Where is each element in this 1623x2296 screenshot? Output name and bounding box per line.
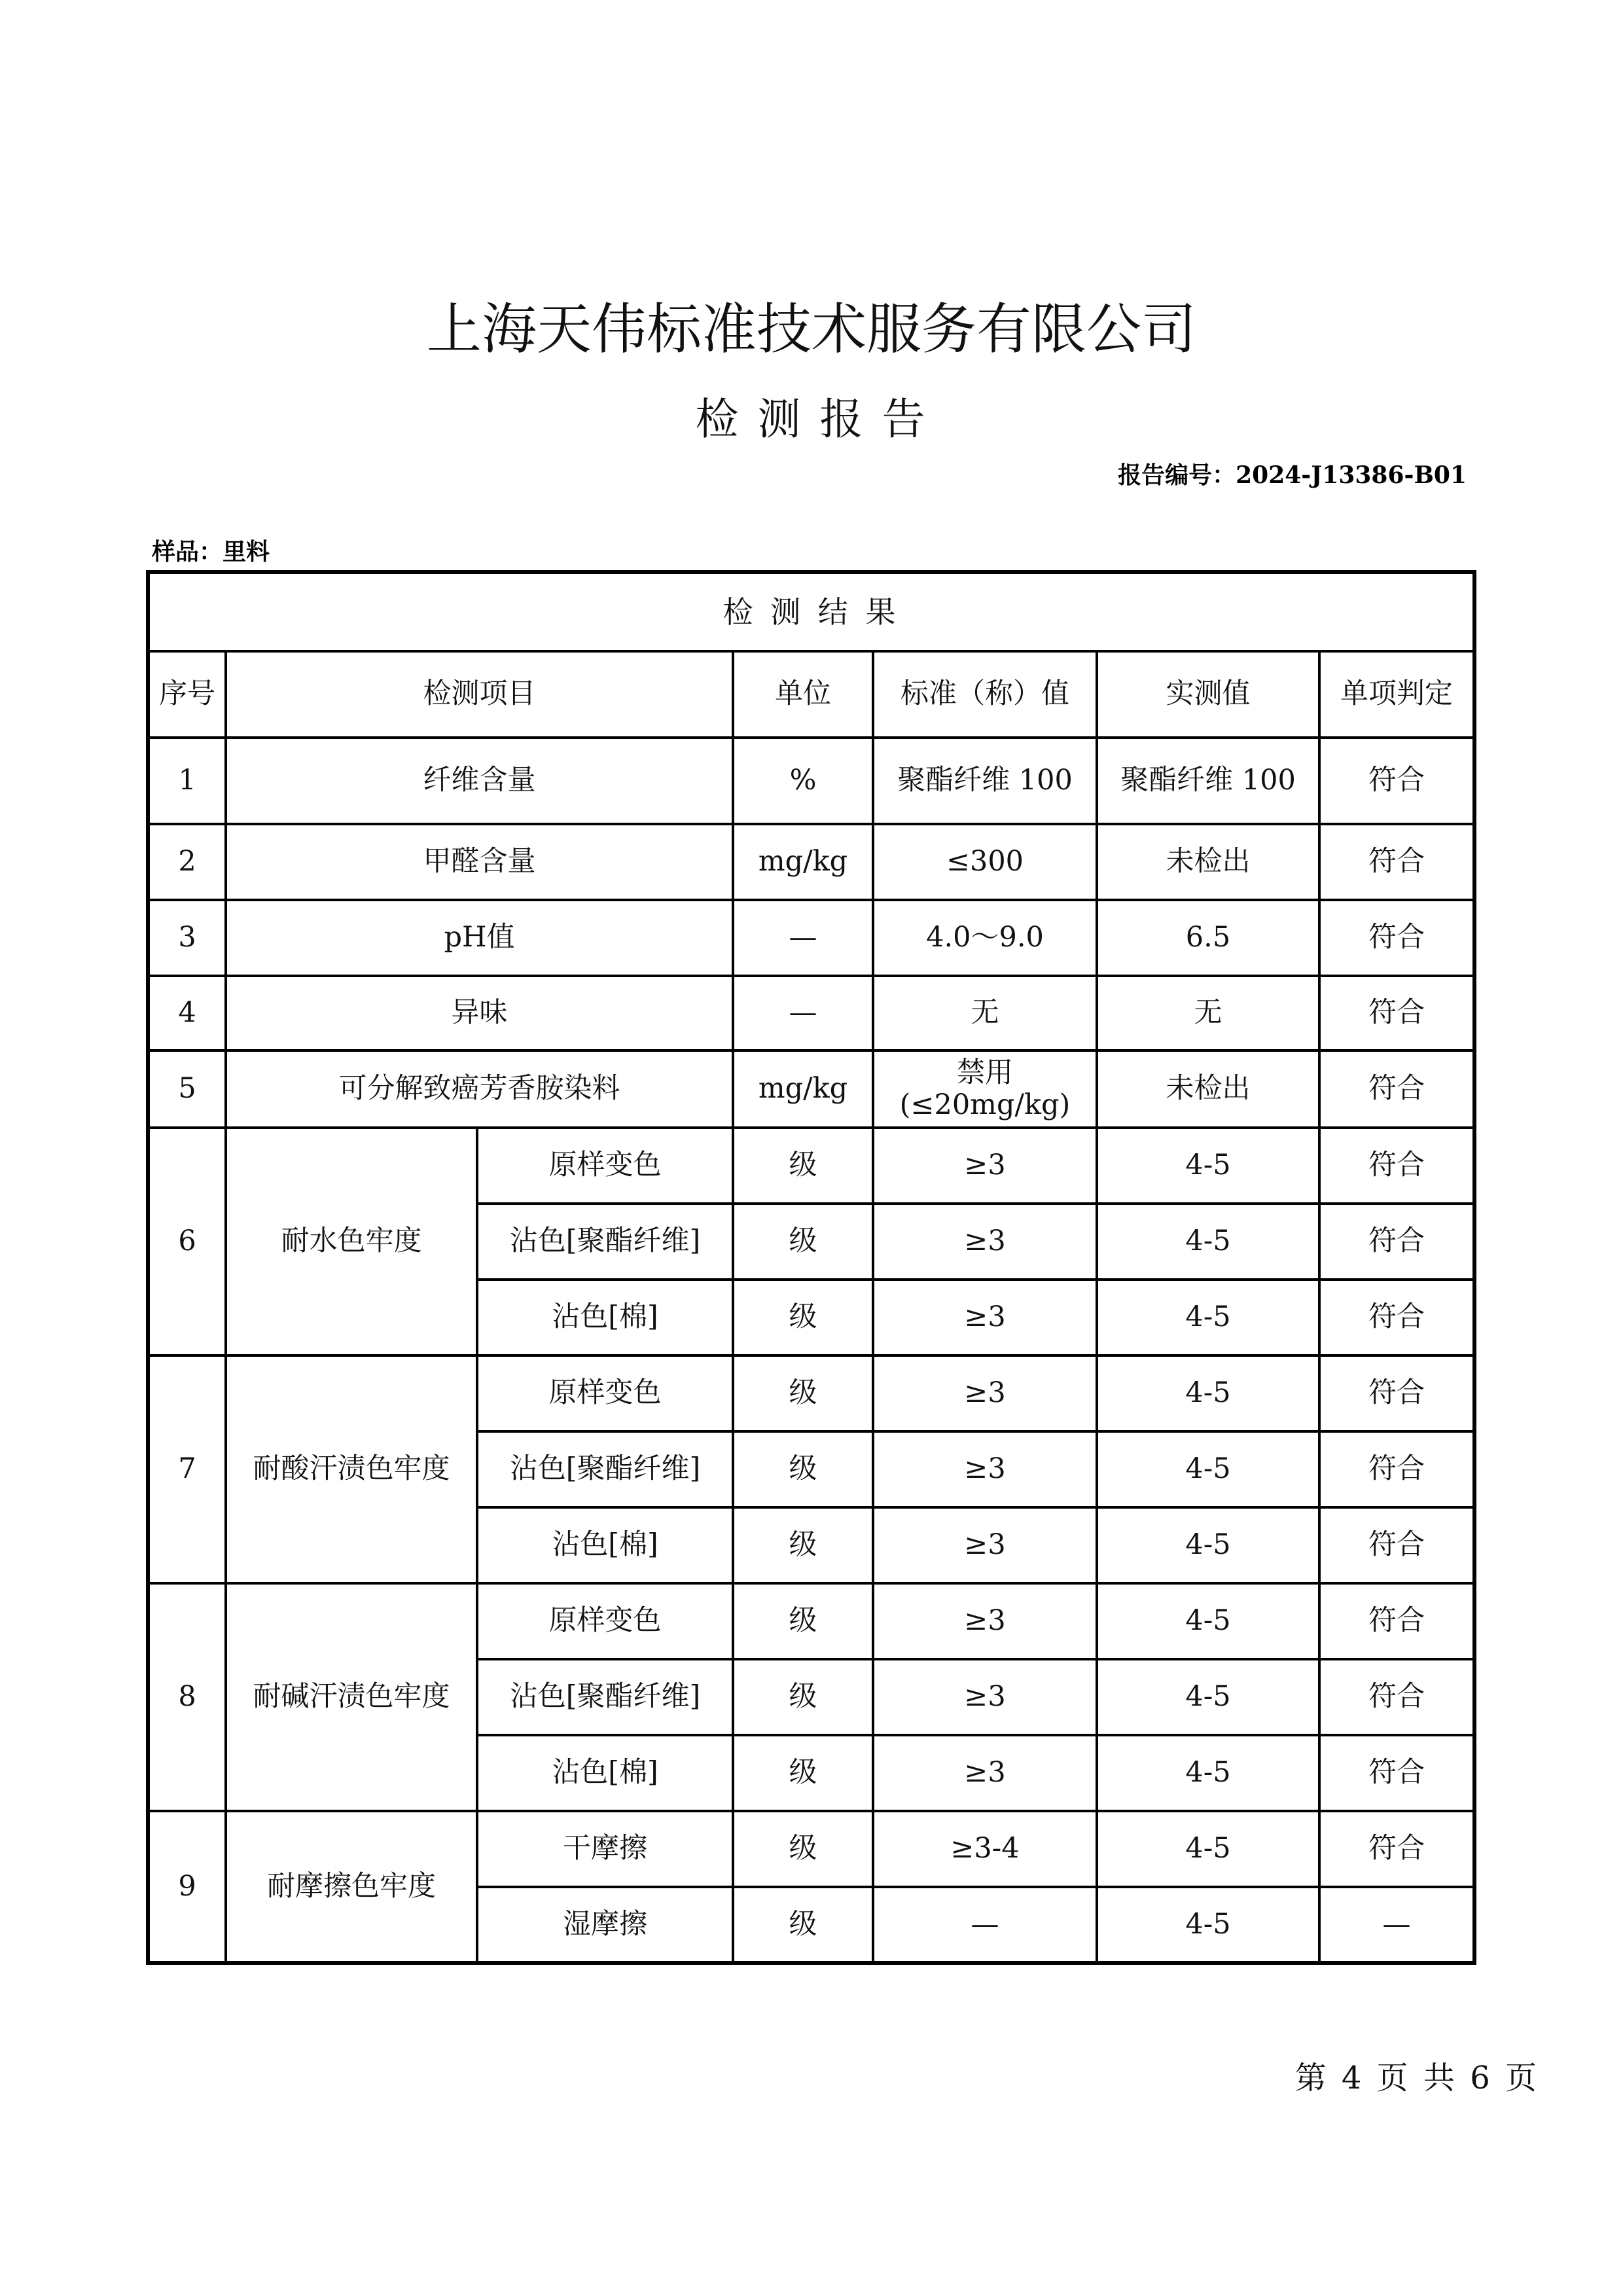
cell-subitem: 湿摩擦 xyxy=(477,1887,733,1963)
cell-no: 6 xyxy=(148,1128,226,1355)
cell-standard: ≥3 xyxy=(873,1128,1097,1204)
cell-standard: ≥3 xyxy=(873,1355,1097,1431)
cell-unit: 级 xyxy=(733,1204,873,1280)
header-measured: 实测值 xyxy=(1097,651,1319,738)
header-item: 检测项目 xyxy=(226,651,733,738)
cell-unit: 级 xyxy=(733,1507,873,1583)
cell-item: 耐水色牢度 xyxy=(226,1128,477,1355)
cell-verdict: 符合 xyxy=(1319,824,1474,900)
table-row xyxy=(148,824,1474,900)
cell-measured: 4-5 xyxy=(1097,1659,1319,1735)
header-unit: 单位 xyxy=(733,651,873,738)
cell-verdict: — xyxy=(1319,1887,1474,1963)
cell-standard: — xyxy=(873,1887,1097,1963)
cell-unit: % xyxy=(733,738,873,824)
cell-no: 9 xyxy=(148,1811,226,1963)
cell-subitem: 沾色[聚酯纤维] xyxy=(477,1659,733,1735)
table-body xyxy=(148,738,1474,1963)
cell-unit: 级 xyxy=(733,1280,873,1355)
cell-unit: 级 xyxy=(733,1355,873,1431)
cell-standard: ≤300 xyxy=(873,824,1097,900)
cell-verdict: 符合 xyxy=(1319,1735,1474,1811)
cell-unit: 级 xyxy=(733,1887,873,1963)
cell-verdict: 符合 xyxy=(1319,976,1474,1050)
page-indicator: 第 4 页 共 6 页 xyxy=(1294,2060,1539,2096)
table-row xyxy=(148,1583,1474,1659)
cell-standard: ≥3 xyxy=(873,1507,1097,1583)
report-title: 检 测 报 告 xyxy=(695,394,928,444)
cell-subitem: 沾色[棉] xyxy=(477,1280,733,1355)
cell-subitem: 沾色[聚酯纤维] xyxy=(477,1204,733,1280)
cell-measured: 4-5 xyxy=(1097,1583,1319,1659)
cell-standard: ≥3 xyxy=(873,1583,1097,1659)
cell-verdict: 符合 xyxy=(1319,738,1474,824)
cell-measured: 4-5 xyxy=(1097,1507,1319,1583)
cell-item: 耐碱汗渍色牢度 xyxy=(226,1583,477,1811)
company-name: 上海天伟标准技术服务有限公司 xyxy=(426,297,1196,361)
results-table xyxy=(146,570,1476,1965)
cell-item: 纤维含量 xyxy=(226,738,733,824)
table-caption-row xyxy=(148,572,1474,651)
cell-standard: 4.0～9.0 xyxy=(873,900,1097,976)
cell-subitem: 原样变色 xyxy=(477,1355,733,1431)
cell-standard: 禁用(≤20mg/kg) xyxy=(873,1050,1097,1128)
cell-standard: 聚酯纤维 100 xyxy=(873,738,1097,824)
table-header-row xyxy=(148,651,1474,738)
cell-no: 2 xyxy=(148,824,226,900)
cell-item: pH值 xyxy=(226,900,733,976)
table-row xyxy=(148,1128,1474,1204)
cell-unit: 级 xyxy=(733,1583,873,1659)
cell-measured: 4-5 xyxy=(1097,1431,1319,1507)
cell-measured: 4-5 xyxy=(1097,1735,1319,1811)
cell-unit: 级 xyxy=(733,1128,873,1204)
table-row xyxy=(148,1811,1474,1887)
cell-standard: 无 xyxy=(873,976,1097,1050)
cell-unit: 级 xyxy=(733,1431,873,1507)
cell-item: 耐摩擦色牢度 xyxy=(226,1811,477,1963)
cell-measured: 4-5 xyxy=(1097,1280,1319,1355)
cell-subitem: 干摩擦 xyxy=(477,1811,733,1887)
cell-measured: 4-5 xyxy=(1097,1128,1319,1204)
report-number: 报告编号：2024-J13386-B01 xyxy=(1118,461,1467,489)
cell-measured: 无 xyxy=(1097,976,1319,1050)
cell-measured: 4-5 xyxy=(1097,1887,1319,1963)
cell-subitem: 沾色[棉] xyxy=(477,1507,733,1583)
header-no: 序号 xyxy=(148,651,226,738)
cell-verdict: 符合 xyxy=(1319,1583,1474,1659)
cell-verdict: 符合 xyxy=(1319,1128,1474,1204)
table-row xyxy=(148,976,1474,1050)
cell-measured: 4-5 xyxy=(1097,1811,1319,1887)
cell-verdict: 符合 xyxy=(1319,1431,1474,1507)
cell-no: 7 xyxy=(148,1355,226,1583)
cell-measured: 未检出 xyxy=(1097,1050,1319,1128)
cell-no: 1 xyxy=(148,738,226,824)
cell-verdict: 符合 xyxy=(1319,1050,1474,1128)
cell-subitem: 原样变色 xyxy=(477,1128,733,1204)
cell-standard: ≥3-4 xyxy=(873,1811,1097,1887)
cell-measured: 4-5 xyxy=(1097,1355,1319,1431)
cell-verdict: 符合 xyxy=(1319,1204,1474,1280)
cell-no: 4 xyxy=(148,976,226,1050)
header-standard: 标准（称）值 xyxy=(873,651,1097,738)
sample-label: 样品：里料 xyxy=(152,538,270,565)
cell-subitem: 沾色[棉] xyxy=(477,1735,733,1811)
cell-item: 甲醛含量 xyxy=(226,824,733,900)
cell-verdict: 符合 xyxy=(1319,1280,1474,1355)
table-row xyxy=(148,738,1474,824)
cell-no: 5 xyxy=(148,1050,226,1128)
cell-no: 8 xyxy=(148,1583,226,1811)
cell-verdict: 符合 xyxy=(1319,900,1474,976)
cell-standard: ≥3 xyxy=(873,1659,1097,1735)
cell-standard: ≥3 xyxy=(873,1431,1097,1507)
cell-measured: 4-5 xyxy=(1097,1204,1319,1280)
table-caption: 检 测 结 果 xyxy=(148,572,1474,651)
cell-item: 可分解致癌芳香胺染料 xyxy=(226,1050,733,1128)
table-row xyxy=(148,1050,1474,1128)
cell-unit: 级 xyxy=(733,1659,873,1735)
cell-measured: 6.5 xyxy=(1097,900,1319,976)
cell-standard: ≥3 xyxy=(873,1204,1097,1280)
header-verdict: 单项判定 xyxy=(1319,651,1474,738)
cell-unit: 级 xyxy=(733,1735,873,1811)
cell-subitem: 原样变色 xyxy=(477,1583,733,1659)
cell-standard: ≥3 xyxy=(873,1735,1097,1811)
cell-unit: 级 xyxy=(733,1811,873,1887)
table-row xyxy=(148,900,1474,976)
cell-measured: 聚酯纤维 100 xyxy=(1097,738,1319,824)
cell-verdict: 符合 xyxy=(1319,1811,1474,1887)
cell-no: 3 xyxy=(148,900,226,976)
cell-unit: mg/kg xyxy=(733,1050,873,1128)
cell-subitem: 沾色[聚酯纤维] xyxy=(477,1431,733,1507)
cell-verdict: 符合 xyxy=(1319,1507,1474,1583)
cell-verdict: 符合 xyxy=(1319,1355,1474,1431)
cell-verdict: 符合 xyxy=(1319,1659,1474,1735)
table-row xyxy=(148,1355,1474,1431)
cell-unit: — xyxy=(733,976,873,1050)
cell-unit: — xyxy=(733,900,873,976)
cell-standard: ≥3 xyxy=(873,1280,1097,1355)
cell-unit: mg/kg xyxy=(733,824,873,900)
cell-item: 异味 xyxy=(226,976,733,1050)
cell-item: 耐酸汗渍色牢度 xyxy=(226,1355,477,1583)
cell-measured: 未检出 xyxy=(1097,824,1319,900)
